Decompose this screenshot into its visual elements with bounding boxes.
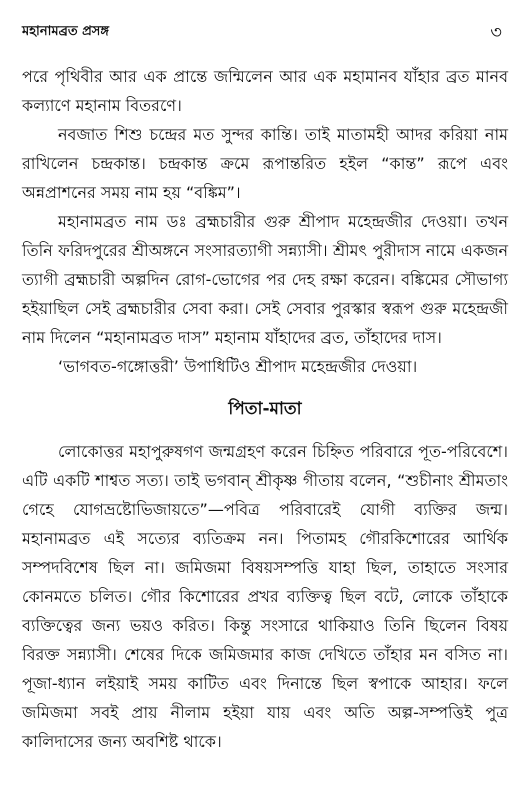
page-number: ৩	[490, 22, 502, 43]
paragraph-mahanamabrata-name: মহানামব্রত নাম ডঃ ব্রহ্মচারীর গুরু শ্রীপাদ মহেন্দ্রজীর দেওয়া। তখন তিনি ফরিদপুরের শ্রীঅঙ্গনে সংসারত্যাগী সন্ন্যাসী। শ্রীমৎ পুরীদাস নামে একজন ত্যাগী ব্রহ্মচারী অল্পদিন রোগ-ভোগের পর দেহ রক্ষা করেন। বঙ্কিমের সৌভাগ্য হইয়াছিল সেই ব্রহ্মচারীর সেবা করা। সেই সেবার পুরস্কার স্বরূপ গুরু মহেন্দ্রজী নাম দিলেন “মহানামব্রত দাস” মহানাম যাঁহাদের ব্রত, তাঁহাদের দাস।	[22, 212, 508, 347]
paragraph-birth-name: নবজাত শিশু চন্দ্রের মত সুন্দর কান্তি। তাই মাতামহী আদর করিয়া নাম রাখিলেন চন্দ্রকান্ত। চন্দ্রকান্ত ক্রমে রূপান্তরিত হইল “কান্ত” রূপে এবং অন্নপ্রাশনের সময় নাম হয় “বঙ্কিম”।	[22, 125, 508, 202]
paragraph-title-bhagavata: ‘ভাগবত-গঙ্গোত্তরী’ উপাধিটিও শ্রীপাদ মহেন্দ্রজীর দেওয়া।	[58, 357, 418, 376]
running-header-title: মহানামব্রত প্রসঙ্গ	[22, 24, 110, 39]
paragraph-continuation: পরে পৃথিবীর আর এক প্রান্তে জন্মিলেন আর এক মহামানব যাঁহার ব্রত মানব কল্যাণে মহানাম বিতরণে।	[22, 67, 508, 115]
section-heading: পিতা-মাতা	[228, 399, 302, 419]
page-body	[22, 62, 508, 756]
paragraph-parents: লোকোত্তর মহাপুরুষগণ জন্মগ্রহণ করেন চিহ্নিত পরিবারে পূত-পরিবেশে। এটি একটি শাশ্বত সত্য। তাই ভগবান্ শ্রীকৃষ্ণ গীতায় বলেন, “শুচীনাং শ্রীমতাং গেহে যোগভ্রষ্টোভিজায়তে”—পবিত্র পরিবারেই যোগী ব্যক্তির জন্ম। মহানামব্রত এই সত্যের ব্যতিক্রম নন। পিতামহ গৌরকিশোরের আর্থিক সম্পদবিশেষ ছিল না। জমিজমা বিষয়সম্পত্তি যাহা ছিল, তাহাতে সংসার কোনমতে চলিত। গৌর কিশোরের প্রখর ব্যক্তিত্ব ছিল বটে, লোকে তাঁহাকে ব্যক্তিত্বের জন্য ভয়ও করিত। কিন্তু সংসারে থাকিয়াও তিনি ছিলেন বিষয় বিরক্ত সন্ন্যাসী। শেষের দিকে জমিজমার কাজ দেখিতে তাঁহার মন বসিত না। পূজা-ধ্যান লইয়াই সময় কাটিত এবং দিনান্তে ছিল স্বপাকে আহার। ফলে জমিজমা সবই প্রায় নীলাম হইয়া যায় এবং অতি অল্প-সম্পত্তিই পুত্র কালিদাসের জন্য অবশিষ্ট থাকে।	[22, 442, 508, 751]
